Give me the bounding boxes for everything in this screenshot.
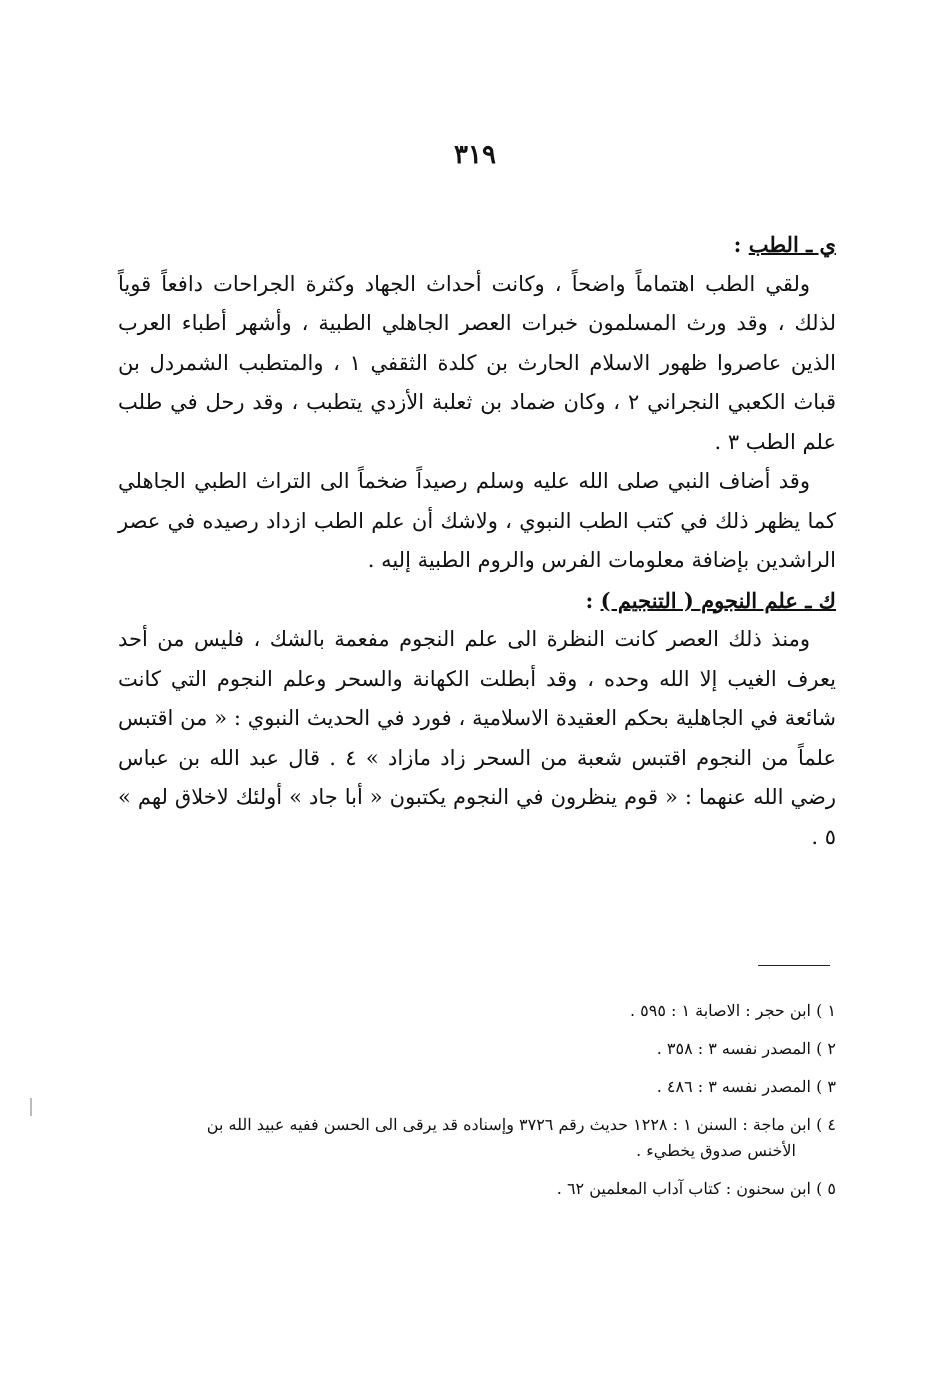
section-heading-astrology-label: ك ـ علم النجوم ( التنجيم ) (600, 587, 836, 613)
footnote-4-continuation: الأخنس صدوق يخطيء . (636, 1141, 796, 1160)
paragraph-medicine-2: وقد أضاف النبي صلى الله عليه وسلم رصيداً ضخماً الى التراث الطبي الجاهلي كما يظهر ذلك في كتب الطب النبوي ، ولاشك أن علم الطب ازداد رصيده في عصر الراشدين بإضافة معلومات الفرس والروم الطبية إليه . (118, 469, 836, 572)
main-text (118, 225, 836, 857)
footnotes (118, 998, 836, 1214)
paragraph-medicine-1: ولقي الطب اهتماماً واضحاً ، وكانت أحداث الجهاد وكثرة الجراحات دافعاً قوياً لذلك ، وقد ورث المسلمون خبرات العصر الجاهلي الطبية ، وأشهر أطباء العرب الذين عاصروا ظهور الاسلام الحارث بن كلدة الثقفي ١ ، والمتطبب الشمردل بن قباث الكعبي النجراني ٢ ، وكان ضماد بن ثعلبة الأزدي يتطبب ، وقد رحل في طلب علم الطب ٣ . (118, 271, 837, 454)
footnote-4 (118, 1112, 836, 1164)
page-number: ٣١٩ (454, 140, 496, 170)
section-heading-medicine-label: ي ـ الطب (748, 232, 836, 257)
section-heading-astrology-colon: : (585, 587, 601, 613)
paragraph-astrology-1: ومنذ ذلك العصر كانت النظرة الى علم النجوم مفعمة بالشك ، فليس من أحد يعرف الغيب إلا الله وحده ، وقد أبطلت الكهانة والسحر وعلم النجوم التي كانت شائعة في الجاهلية بحكم العقيدة الاسلامية ، فورد في الحديث النبوي : « من اقتبس علماً من النجوم اقتبس شعبة من السحر زاد مازاد » ٤ . قال عبد الله بن عباس رضي الله عنهما : « قوم ينظرون في النجوم يكتبون « أبا جاد » أولئك لاخلاق لهم » ٥ . (118, 627, 836, 849)
scan-margin-mark (30, 1098, 32, 1116)
footnote-3: ٣ ) المصدر نفسه ٣ : ٤٨٦ . (656, 1077, 836, 1096)
footnote-2: ٢ ) المصدر نفسه ٣ : ٣٥٨ . (656, 1039, 836, 1058)
section-heading-medicine (118, 225, 836, 265)
footnote-divider (758, 965, 830, 966)
footnote-5: ٥ ) ابن سحنون : كتاب آداب المعلمين ٦٢ . (556, 1179, 836, 1198)
footnote-1: ١ ) ابن حجر : الاصابة ١ : ٥٩٥ . (629, 1001, 836, 1020)
section-heading-astrology (118, 581, 836, 621)
section-heading-medicine-colon: : (733, 232, 749, 257)
footnote-4-text: ٤ ) ابن ماجة : السنن ١ : ١٢٢٨ حديث رقم ٣٧٢٦ وإسناده قد يرقى الى الحسن ففيه عبيد الله بن (206, 1115, 836, 1134)
